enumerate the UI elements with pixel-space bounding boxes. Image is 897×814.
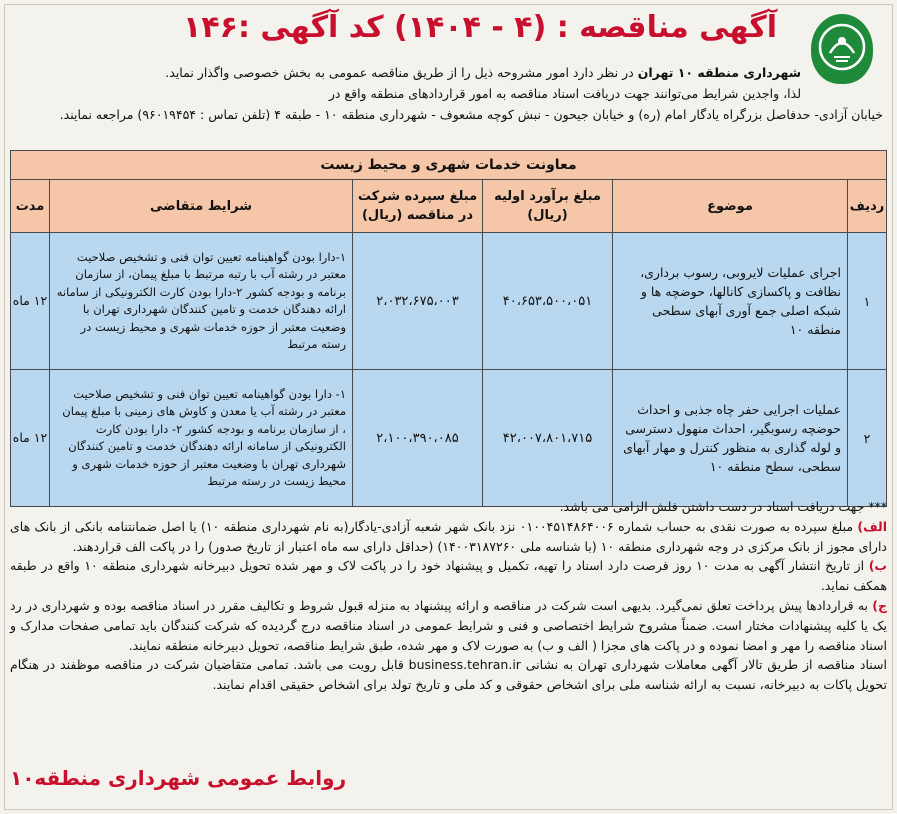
term-a-label: الف): [857, 518, 887, 534]
public-relations-footer: روابط عمومی شهرداری منطقه۱۰: [10, 766, 347, 790]
row-idx: ۱: [848, 233, 887, 370]
term-b-text: از تاریخ انتشار آگهی به مدت ۱۰ روز فرصت دارد اسناد را تهیه، تکمیل و پیشنهاد خود را در پاکت لاک و مهر شده تحویل دبیرخانه شهرداری منطقه ۱۰ واقع در طبقه همکف نماید.: [10, 558, 887, 594]
term-b-label: ب): [868, 558, 887, 574]
term-c: [10, 596, 887, 655]
term-c-text: به قراردادها پیش پرداخت تعلق نمی‌گیرد. بدیهی است شرکت در مناقصه و ارائه پیشنهاد به منزله قبول شروط و تکالیف مقرر در اسناد مناقصه بوده و شهرداری در رد یک یا کلیه پیشنهادات مختار است. ضمناً مشروح شرایط اختصاصی و فنی و شرایط عمومی در اسناد مناقصه درج گردیده که شرکت کنندگان باید تمامی صفحات مدارک و اسناد مناقصه را مهر و امضا نموده و در پاکت های مجزا ( الف و ب) به صورت لاک و مهر شده، طبق شرایط مناقصه، تحویل دبیرخانه منطقه نمایند.: [10, 597, 887, 653]
flash-note: *** جهت دریافت اسناد در دست داشتن فلش الزامی می باشد.: [559, 499, 887, 514]
term-a: [10, 517, 887, 557]
term-d: [10, 655, 887, 695]
header-duration: مدت: [11, 180, 50, 233]
tender-table: [10, 150, 887, 507]
business-url-link[interactable]: business.tehran.ir: [408, 657, 521, 673]
term-b: [10, 556, 887, 596]
terms-section: [10, 497, 887, 695]
term-d-text-pre: اسناد مناقصه از طریق تالار آگهی معاملات شهرداری تهران به نشانی: [520, 657, 887, 673]
tehran-municipality-logo: [811, 14, 873, 84]
row-subject: اجرای عملیات لایروبی، رسوب برداری، نظافت و پاکسازی کانالها، حوضچه ها و شبکه اصلی جمع آوری آبهای سطحی منطقه ۱۰: [613, 233, 848, 370]
row-deposit: ۲،۰۳۲،۶۷۵،۰۰۳: [353, 233, 483, 370]
row-conditions: ۱-دارا بودن گواهینامه تعیین توان فنی و تشخیص صلاحیت معتبر در رشته آب با رتبه مرتبط با مبلغ پیمان، از سازمان برنامه و بودجه کشور ۲-دارا بودن کارت الکترونیکی از سامانه ارائه دهندگان خدمت و تامین کنندگان شهرداری تهران با وضعیت معتبر از حوزه خدمات شهری و محیط زیست در رسته مرتبط: [50, 233, 353, 370]
row-deposit: ۲،۱۰۰،۳۹۰،۰۸۵: [353, 370, 483, 507]
row-duration: ۱۲ ماه: [11, 370, 50, 507]
logo-emblem-icon: [816, 19, 868, 79]
row-estimate: ۴۲،۰۰۷،۸۰۱،۷۱۵: [483, 370, 613, 507]
header-idx: ردیف: [848, 180, 887, 233]
table-row: [11, 370, 887, 507]
row-idx: ۲: [848, 370, 887, 507]
intro-line-1: در نظر دارد امور مشروحه ذیل را از طریق مناقصه عمومی به بخش خصوصی واگذار نماید.: [165, 65, 638, 80]
header-estimate: مبلغ برآورد اولیه (ریال): [483, 180, 613, 233]
header-deposit: مبلغ سپرده شرکت در مناقصه (ریال): [353, 180, 483, 233]
term-a-text: مبلغ سپرده به صورت نقدی به حساب شماره ۰۱۰۰۴۵۱۴۸۶۴۰۰۶ نزد بانک شهر شعبه آزادی-یادگار(به نام شهرداری منطقه ۱۰) یا اصل ضمانتنامه بانکی از بانک های دارای مجوز از بانک مرکزی در وجه شهرداری منطقه ۱۰ (با شناسه ملی ۱۴۰۰۳۱۸۷۲۶۰) (حداقل دارای سه ماه اعتبار از تاریخ صدور) را در پاکت الف قراردهند.: [10, 518, 887, 554]
table-row: [11, 233, 887, 370]
row-duration: ۱۲ ماه: [11, 233, 50, 370]
intro-line-3: خیابان آزادی- حدفاصل بزرگراه یادگار امام (ره) و خیابان جیحون - نبش کوچه مشعوف - شهرداری منطقه ۱۰ - طبقه ۴ (تلفن تماس : ۹۶۰۱۹۴۵۴) مراجعه نمایند.: [59, 107, 883, 122]
term-c-label: ج): [872, 597, 887, 613]
header-subject: موضوع: [613, 180, 848, 233]
row-conditions: ۱- دارا بودن گواهینامه تعیین توان فنی و تشخیص صلاحیت معتبر در رشته آب یا معدن و کاوش های زمینی با مبلغ پیمان ، از سازمان برنامه و بودجه کشور ۲- دارا بودن کارت الکترونیکی از سامانه ارائه دهندگان خدمت و تامین کنندگان شهرداری تهران با وضعیت معتبر از حوزه خدمات شهری و محیط زیست در رسته مرتبط: [50, 370, 353, 507]
intro-line-2: لذا، واجدین شرایط می‌توانند جهت دریافت اسناد مناقصه به امور قراردادهای منطقه واقع در: [328, 86, 801, 101]
municipality-name: شهرداری منطقه ۱۰ تهران: [637, 65, 801, 80]
term-d-text-post: قابل رویت می باشد. تمامی متقاضیان شرکت در مناقصه موظفند در هنگام تحویل پاکات به دبیرخانه، نسبت به ارائه شناسه ملی برای اشخاص حقوقی و کد ملی و تاریخ تولد برای اشخاص حقیقی اقدام نمایند.: [10, 657, 887, 693]
header-conditions: شرایط متقاضی: [50, 180, 353, 233]
row-subject: عملیات اجرایی حفر چاه جذبی و احداث حوضچه رسوبگیر، احداث منهول دسترسی و لوله گذاری به منظور کنترل و مهار آبهای سطحی، سطح منطقه ۱۰: [613, 370, 848, 507]
notice-title: آگهی مناقصه : (۴ - ۱۴۰۴) کد آگهی :۱۴۶: [183, 10, 777, 45]
row-estimate: ۴۰،۶۵۳،۵۰۰،۰۵۱: [483, 233, 613, 370]
intro-text: [10, 62, 883, 122]
section-title: معاونت خدمات شهری و محیط زیست: [11, 151, 887, 180]
